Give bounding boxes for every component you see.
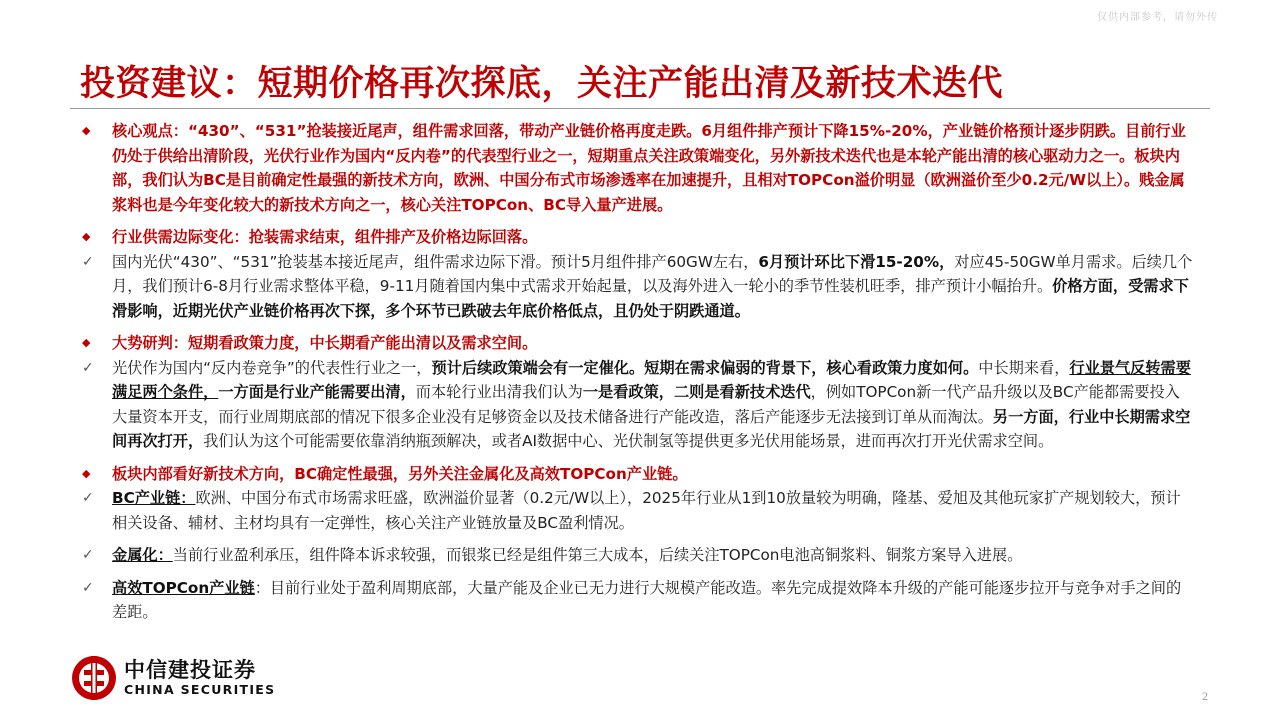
text-run: ，例如TOPCon新一代产品升级以及BC产能都需要投入大量资本开支，而行业周期底部的情况下很多企业没有足够资金以及技术储备进行产能改造，落后产能逐步无法接到订单从而淘汰。 — [112, 383, 1180, 426]
text-run: ：目前行业处于盈利周期底部，大量产能及企业已无力进行大规模产能改造。率先完成提效降本升级的产能可能逐步拉开与竞争对手之间的差距。 — [112, 578, 1182, 621]
diamond-bullet-icon: ◆ — [82, 336, 91, 349]
topcon-chain-text — [112, 576, 1195, 625]
diamond-bullet-icon: ◆ — [82, 466, 91, 480]
text-run: 光伏作为国内“反内卷竞争”的代表性行业之一， — [112, 358, 432, 377]
text-run-bold: 价格方面，受需求下滑影响，近期光伏产业链价格再次下探，多个环节已跌破去年底价格低点，且仍处于阴跌通道。 — [112, 277, 1189, 320]
trend-text — [112, 356, 1195, 454]
logo-text — [124, 658, 275, 698]
bullet-metallization — [80, 543, 1195, 568]
bc-chain-text — [112, 486, 1195, 535]
diamond-bullet-icon: ◆ — [82, 124, 91, 137]
text-run-bold: 6月预计环比下滑15-20%， — [758, 252, 955, 271]
text-run-bold: 一是看政策，二则是看新技术迭代 — [582, 383, 811, 401]
page-title: 投资建议：短期价格再次探底，关注产能出清及新技术迭代 — [80, 64, 1004, 104]
check-bullet-icon: ✓ — [82, 579, 94, 596]
metallization-label: 金属化： — [112, 546, 173, 564]
citic-emblem-icon — [70, 654, 118, 702]
content-body — [80, 119, 1195, 625]
confidential-watermark: 仅供内部参考，请勿外传 — [1097, 12, 1218, 23]
logo-chinese-name: 中信建投证券 — [124, 658, 256, 682]
text-run: 而本轮行业出清我们认为 — [415, 383, 583, 401]
check-bullet-icon: ✓ — [82, 490, 94, 506]
bc-chain-label: BC产业链： — [112, 489, 196, 507]
text-run-bold: 另一方面，行业中长期需求空间再次打开， — [112, 407, 1191, 450]
logo-english-name: CHINA SECURITIES — [124, 682, 276, 697]
text-run-underlined: 行业景气反转需要满足两个条件， — [112, 358, 1191, 401]
text-run: 对应45-50GW单月需求。后续几个月，我们预计6-8月行业需求整体平稳，9-11月随着国内集中式需求开始起量，以及海外进入一轮小的季节性装机旺季，排产预计小幅抬升。 — [112, 252, 1193, 295]
bullet-core-view — [80, 119, 1195, 217]
check-bullet-icon: ✓ — [82, 547, 94, 563]
supply-demand-text — [112, 250, 1195, 324]
bullet-supply-demand-heading — [80, 225, 1195, 250]
text-run: 中长期来看， — [978, 358, 1070, 377]
text-run: 我们认为这个可能需要依靠消纳瓶颈解决，或者AI数据中心、光伏制氢等提供更多光伏用能场景，进而再次打开光伏需求空间。 — [203, 432, 1054, 450]
text-run: 国内光伏“430”、“531”抢装基本接近尾声，组件需求边际下滑。预计5月组件排产60GW左右， — [112, 252, 759, 271]
text-run-bold: 预计后续政策端会有一定催化。短期在需求偏弱的背景下，核心看政策力度如何。 — [431, 358, 979, 377]
bullet-sector-heading — [80, 462, 1195, 487]
bullet-bc-chain — [80, 486, 1195, 535]
metallization-text — [112, 543, 1195, 568]
check-bullet-icon: ✓ — [82, 253, 94, 270]
company-logo — [70, 654, 275, 702]
core-view-text: 核心观点：“430”、“531”抢装接近尾声，组件需求回落，带动产业链价格再度走跌。6月组件排产预计下降15%-20%，产业链价格预计逐步阴跌。目前行业仍处于供给出清阶段，光伏行业作为国内“反内卷”的代表型行业之一，短期重点关注政策端变化，另外新技术迭代也是本轮产能出清的核心驱动力之一。板块内部，我们认为BC是目前确定性最强的新技术方向，欧洲、中国分布式市场渗透率在加速提升，且相对TOPCon溢价明显（欧洲溢价至少0.2元/W以上）。贱金属浆料也是今年变化较大的新技术方向之一，核心关注TOPCon、BC导入量产进展。 — [112, 122, 1186, 214]
text-run: 欧洲、中国分布式市场需求旺盛，欧洲溢价显著（0.2元/W以上），2025年行业从1到10放量较为明确，隆基、爱旭及其他玩家扩产规划较大，预计相关设备、辅材、主材均具有一定弹性，核心关注产业链放量及BC盈利情况。 — [112, 489, 1181, 532]
bullet-trend-body — [80, 356, 1195, 454]
diamond-bullet-icon: ◆ — [82, 230, 91, 243]
sector-heading: 板块内部看好新技术方向，BC确定性最强，另外关注金属化及高效TOPCon产业链。 — [112, 464, 688, 483]
bullet-trend-heading — [80, 331, 1195, 356]
bullet-supply-demand-body — [80, 250, 1195, 324]
bullet-topcon-chain — [80, 576, 1195, 625]
topcon-chain-label: 高效TOPCon产业链 — [112, 578, 255, 597]
text-run-bold: 一方面是行业产能需要出清， — [218, 383, 416, 401]
trend-heading: 大势研判：短期看政策力度，中长期看产能出清以及需求空间。 — [112, 334, 538, 352]
page-number: 2 — [1202, 689, 1208, 703]
check-bullet-icon: ✓ — [82, 359, 94, 376]
supply-demand-heading: 行业供需边际变化：抢装需求结束，组件排产及价格边际回落。 — [112, 228, 538, 246]
title-divider — [70, 108, 1210, 109]
text-run: 当前行业盈利承压，组件降本诉求较强，而银浆已经是组件第三大成本，后续关注TOPCon电池高铜浆料、铜浆方案导入进展。 — [172, 546, 1023, 564]
